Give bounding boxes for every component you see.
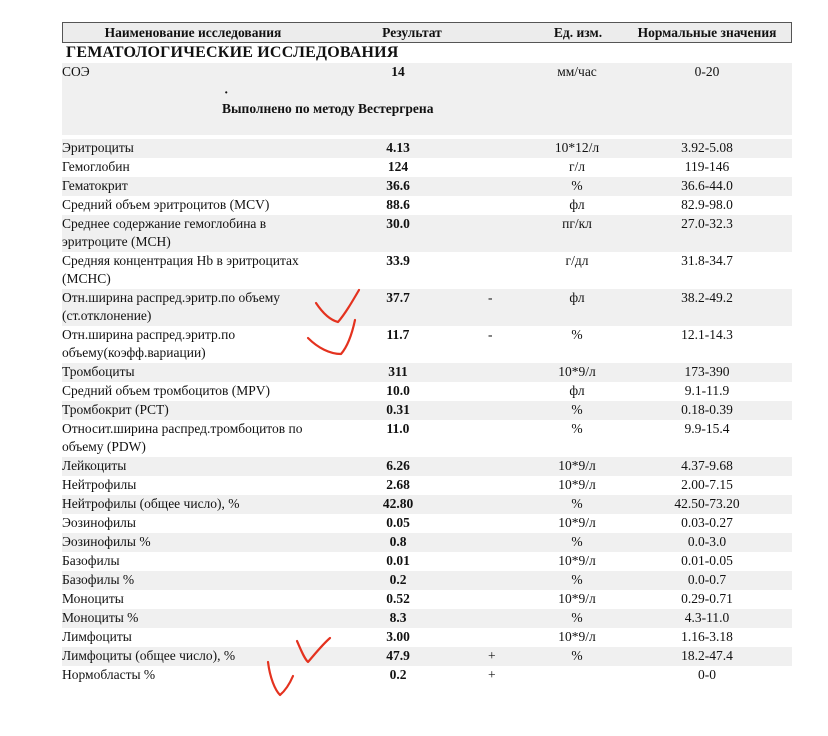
result-unit: 10*9/л: [558, 477, 596, 492]
result-name: Эозинофилы: [62, 515, 136, 530]
result-flag: [472, 401, 532, 419]
soe-dot: ·: [224, 85, 229, 100]
table-row: [62, 177, 792, 196]
result-norm: 42.50-73.20: [674, 496, 740, 511]
table-row: [62, 571, 792, 590]
result-value: 36.6: [386, 178, 410, 193]
result-value: 0.2: [389, 572, 407, 587]
results-table-body: [62, 139, 792, 685]
result-norm: 12.1-14.3: [681, 327, 733, 342]
result-name: Отн.ширина распред.эритр.по объему (ст.отклонение): [62, 290, 281, 323]
result-name: Средний объем тромбоцитов (MPV): [62, 383, 271, 398]
table-row: [62, 647, 792, 666]
result-value: 0.52: [386, 591, 410, 606]
result-norm: 38.2-49.2: [681, 290, 733, 305]
result-norm: 3.92-5.08: [681, 140, 733, 155]
result-flag: -: [488, 290, 493, 305]
result-value: 0.01: [386, 553, 410, 568]
result-unit: %: [571, 402, 583, 417]
result-unit: %: [571, 496, 583, 511]
result-norm: 9.1-11.9: [684, 383, 730, 398]
result-unit: фл: [569, 197, 585, 212]
result-value: 8.3: [389, 610, 407, 625]
result-value: 3.00: [386, 629, 410, 644]
lab-results-sheet: [62, 22, 792, 685]
result-flag: [472, 215, 532, 251]
result-name: Лимфоциты: [62, 629, 132, 644]
result-value: 10.0: [386, 383, 410, 398]
result-flag: [472, 457, 532, 475]
result-name: Нормобласты %: [62, 667, 156, 682]
result-value: 0.8: [389, 534, 407, 549]
result-name: Средний объем эритроцитов (MCV): [62, 197, 270, 212]
result-name: Эритроциты: [62, 140, 134, 155]
result-name: Среднее содержание гемоглобина в эритроците (MCH): [62, 216, 267, 249]
result-norm: 18.2-47.4: [681, 648, 733, 663]
result-flag: [472, 476, 532, 494]
result-norm: 9.9-15.4: [684, 421, 730, 436]
result-flag: [472, 533, 532, 551]
result-value: 311: [388, 364, 408, 379]
header-result: Результат: [382, 25, 442, 40]
result-unit: 10*9/л: [558, 553, 596, 568]
result-name: Моноциты: [62, 591, 124, 606]
table-header: [62, 22, 792, 43]
result-unit: 10*12/л: [554, 140, 600, 155]
result-value: 124: [387, 159, 409, 174]
result-value: 0.31: [386, 402, 410, 417]
table-row: [62, 609, 792, 628]
table-row: [62, 476, 792, 495]
result-flag: [472, 139, 532, 157]
result-flag: [472, 514, 532, 532]
result-unit: [532, 666, 622, 684]
result-value: 6.26: [386, 458, 410, 473]
result-unit: %: [571, 534, 583, 549]
result-unit: %: [571, 421, 583, 436]
result-value: 88.6: [386, 197, 410, 212]
soe-row: [62, 63, 792, 135]
result-name: Нейтрофилы (общее число), %: [62, 496, 240, 511]
result-name: Отн.ширина распред.эритр.по объему(коэфф.вариации): [62, 327, 236, 360]
result-unit: %: [571, 327, 583, 342]
result-norm: 0.29-0.71: [681, 591, 733, 606]
result-norm: 2.00-7.15: [681, 477, 733, 492]
result-flag: [472, 590, 532, 608]
result-flag: [472, 628, 532, 646]
result-norm: 0.01-0.05: [681, 553, 733, 568]
result-name: Тромбокрит (PCT): [62, 402, 169, 417]
result-flag: [472, 177, 532, 195]
result-norm: 36.6-44.0: [681, 178, 733, 193]
result-unit: 10*9/л: [558, 591, 596, 606]
result-flag: [472, 420, 532, 456]
result-value: 11.7: [386, 327, 410, 342]
table-row: [62, 666, 792, 685]
result-flag: [472, 609, 532, 627]
result-value: 0.2: [389, 667, 407, 682]
result-flag: [472, 495, 532, 513]
result-norm: 0-0: [698, 667, 716, 682]
result-norm: 0.0-0.7: [687, 572, 727, 587]
table-row: [62, 215, 792, 252]
result-norm: 1.16-3.18: [681, 629, 733, 644]
result-flag: [472, 552, 532, 570]
result-value: 47.9: [386, 648, 410, 663]
result-unit: %: [571, 178, 583, 193]
header-name: Наименование исследования: [104, 25, 282, 40]
table-row: [62, 533, 792, 552]
result-value: 37.7: [386, 290, 410, 305]
result-norm: 31.8-34.7: [681, 253, 733, 268]
soe-name: СОЭ: [62, 64, 90, 79]
result-norm: 0.03-0.27: [681, 515, 733, 530]
result-flag: -: [488, 327, 493, 342]
soe-method-note: Выполнено по методу Вестергрена: [222, 101, 434, 116]
result-name: Гематокрит: [62, 178, 128, 193]
result-flag: [472, 252, 532, 288]
result-unit: фл: [569, 290, 585, 305]
table-row: [62, 382, 792, 401]
table-row: [62, 139, 792, 158]
result-norm: 173-390: [684, 364, 730, 379]
result-flag: +: [488, 667, 496, 682]
result-unit: %: [571, 572, 583, 587]
table-row: [62, 514, 792, 533]
result-value: 4.13: [386, 140, 410, 155]
result-norm: 119-146: [684, 159, 730, 174]
table-row: [62, 252, 792, 289]
result-norm: 0.18-0.39: [681, 402, 733, 417]
table-row: [62, 158, 792, 177]
result-unit: пг/кл: [562, 216, 592, 231]
table-row: [62, 196, 792, 215]
result-name: Относит.ширина распред.тромбоцитов по объему (PDW): [62, 421, 303, 454]
soe-unit: мм/час: [557, 64, 597, 79]
result-name: Лимфоциты (общее число), %: [62, 648, 236, 663]
result-flag: [472, 382, 532, 400]
table-row: [62, 552, 792, 571]
table-row: [62, 495, 792, 514]
table-row: [62, 401, 792, 420]
result-flag: [472, 363, 532, 381]
result-value: 33.9: [386, 253, 410, 268]
table-row: [62, 420, 792, 457]
result-norm: 82.9-98.0: [681, 197, 733, 212]
soe-result: 14: [391, 64, 405, 79]
result-norm: 27.0-32.3: [681, 216, 733, 231]
result-name: Гемоглобин: [62, 159, 130, 174]
result-norm: 4.37-9.68: [681, 458, 733, 473]
result-name: Моноциты %: [62, 610, 139, 625]
section-title: ГЕМАТОЛОГИЧЕСКИЕ ИССЛЕДОВАНИЯ: [66, 44, 399, 61]
table-row: [62, 326, 792, 363]
result-value: 2.68: [386, 477, 410, 492]
result-flag: [472, 158, 532, 176]
result-unit: %: [571, 610, 583, 625]
header-unit: Ед. изм.: [553, 25, 603, 40]
result-flag: [472, 571, 532, 589]
result-name: Средняя концентрация Hb в эритроцитах (MCHC): [62, 253, 299, 286]
result-name: Базофилы: [62, 553, 120, 568]
result-norm: 4.3-11.0: [684, 610, 730, 625]
result-unit: 10*9/л: [558, 515, 596, 530]
table-row: [62, 590, 792, 609]
soe-norm: 0-20: [694, 64, 720, 79]
result-unit: г/дл: [565, 253, 589, 268]
result-unit: %: [571, 648, 583, 663]
result-norm: 0.0-3.0: [687, 534, 727, 549]
result-name: Эозинофилы %: [62, 534, 151, 549]
header-flag: [473, 23, 533, 42]
result-value: 11.0: [386, 421, 410, 436]
table-row: [62, 628, 792, 647]
result-name: Лейкоциты: [62, 458, 127, 473]
header-norm: Нормальные значения: [637, 25, 777, 40]
result-name: Нейтрофилы: [62, 477, 137, 492]
result-unit: фл: [569, 383, 585, 398]
result-flag: +: [488, 648, 496, 663]
result-value: 0.05: [386, 515, 410, 530]
result-value: 42.80: [382, 496, 414, 511]
table-row: [62, 363, 792, 382]
table-row: [62, 457, 792, 476]
result-unit: 10*9/л: [558, 364, 596, 379]
result-value: 30.0: [386, 216, 410, 231]
result-name: Тромбоциты: [62, 364, 135, 379]
result-unit: 10*9/л: [558, 458, 596, 473]
result-unit: г/л: [568, 159, 586, 174]
result-unit: 10*9/л: [558, 629, 596, 644]
result-flag: [472, 196, 532, 214]
table-row: [62, 289, 792, 326]
result-name: Базофилы %: [62, 572, 135, 587]
